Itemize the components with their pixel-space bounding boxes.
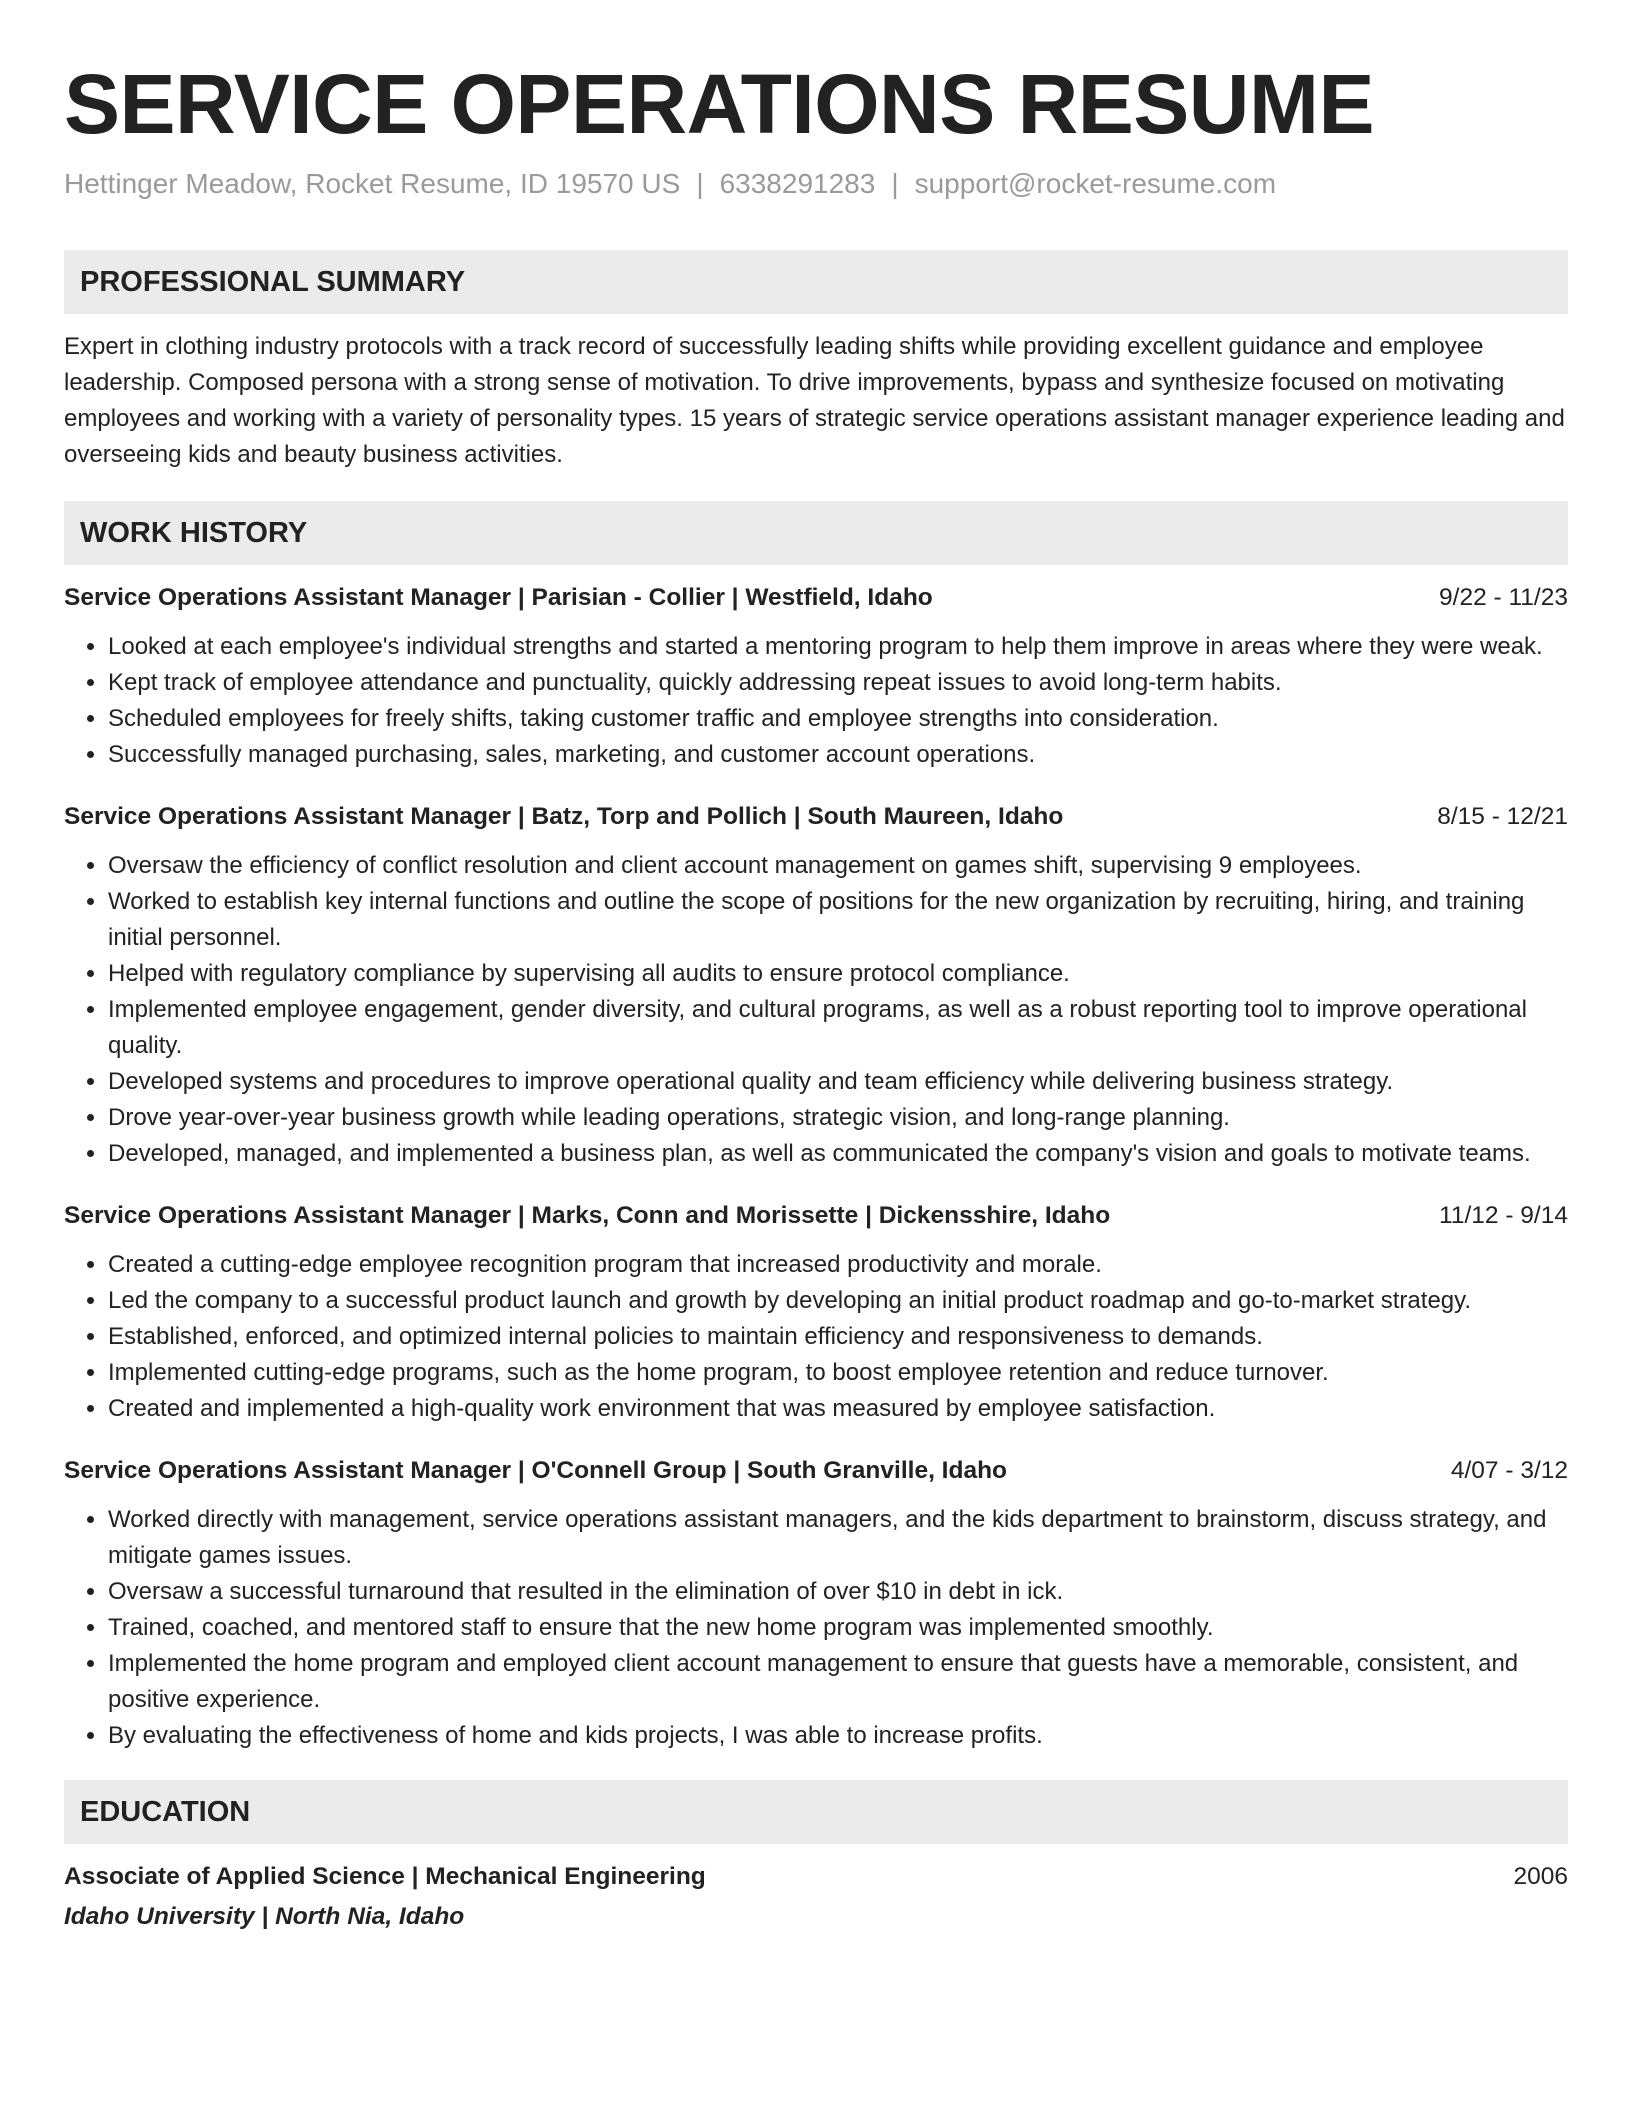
education-school: Idaho University | North Nia, Idaho [64,1903,465,1930]
section-header-summary: PROFESSIONAL SUMMARY [64,250,1568,314]
job-heading: Service Operations Assistant Manager | Marks, Conn and Morissette | Dickensshire, Idaho [64,1202,1111,1229]
job-bullet: • Implemented employee engagement, gender diversity, and cultural programs, as well as a robust reporting tool to improve operational quality. [108,992,1568,1064]
job-bullet: • Implemented the home program and employed client account management to ensure that guests have a memorable, consistent, and positive experience. [108,1646,1568,1718]
education-year: 2006 [1513,1863,1568,1890]
job-bullet: • Oversaw the efficiency of conflict resolution and client account management on games shift, supervising 9 employees. [108,848,1568,884]
job-bullet: • By evaluating the effectiveness of home and kids projects, I was able to increase profits. [108,1718,1568,1754]
job-entry [64,1455,1568,1754]
job-bullet: • Kept track of employee attendance and punctuality, quickly addressing repeat issues to avoid long-term habits. [108,665,1568,701]
job-bullet-list [64,1502,1568,1754]
job-bullet-list [64,629,1568,773]
section-header-work-history: WORK HISTORY [64,501,1568,565]
job-bullet: • Developed, managed, and implemented a business plan, as well as communicated the company's vision and goals to motivate teams. [108,1136,1568,1172]
job-heading: Service Operations Assistant Manager | Parisian - Collier | Westfield, Idaho [64,584,933,611]
contact-email: support@rocket-resume.com [914,168,1277,199]
job-bullet-list [64,1247,1568,1427]
job-heading-line [64,582,1568,614]
contact-phone: 6338291283 [719,168,876,199]
job-bullet: • Helped with regulatory compliance by supervising all audits to ensure protocol compliance. [108,956,1568,992]
job-bullet: • Worked directly with management, service operations assistant managers, and the kids department to brainstorm, discuss strategy, and mitigate games issues. [108,1502,1568,1574]
job-entry [64,1200,1568,1427]
job-bullet: • Looked at each employee's individual strengths and started a mentoring program to help them improve in areas where they were weak. [108,629,1568,665]
job-entry [64,582,1568,773]
education-line [64,1861,1568,1893]
job-bullet: • Drove year-over-year business growth while leading operations, strategic vision, and long-range planning. [108,1100,1568,1136]
job-dates: 9/22 - 11/23 [1439,584,1568,611]
job-bullet: • Created and implemented a high-quality work environment that was measured by employee satisfaction. [108,1391,1568,1427]
job-heading-line [64,1200,1568,1232]
resume-title: SERVICE OPERATIONS RESUME [64,57,1374,151]
job-dates: 4/07 - 3/12 [1450,1457,1568,1484]
job-dates: 8/15 - 12/21 [1437,803,1568,830]
contact-address: Hettinger Meadow, Rocket Resume, ID 19570 US [64,168,681,199]
section-header-education: EDUCATION [64,1780,1568,1844]
contact-separator: | [696,168,704,199]
job-bullet: • Successfully managed purchasing, sales, marketing, and customer account operations. [108,737,1568,773]
job-bullet: • Oversaw a successful turnaround that resulted in the elimination of over $10 in debt in ick. [108,1574,1568,1610]
job-heading: Service Operations Assistant Manager | O'Connell Group | South Granville, Idaho [64,1457,1008,1484]
resume-page [64,56,1568,1933]
job-bullet: • Developed systems and procedures to improve operational quality and team efficiency while delivering business strategy. [108,1064,1568,1100]
job-bullet-list [64,848,1568,1172]
work-history-list [64,582,1568,1754]
job-dates: 11/12 - 9/14 [1439,1202,1568,1229]
contact-separator: | [891,168,899,199]
job-bullet: • Worked to establish key internal functions and outline the scope of positions for the new organization by recruiting, hiring, and training initial personnel. [108,884,1568,956]
job-bullet: • Led the company to a successful product launch and growth by developing an initial product roadmap and go-to-market strategy. [108,1283,1568,1319]
job-bullet: • Implemented cutting-edge programs, such as the home program, to boost employee retention and reduce turnover. [108,1355,1568,1391]
job-bullet: • Scheduled employees for freely shifts, taking customer traffic and employee strengths into consideration. [108,701,1568,737]
summary-text: Expert in clothing industry protocols with a track record of successfully leading shifts while providing excellent guidance and employee leadership. Composed persona with a strong sense of motivation. To drive improvements, bypass and synthesize focused on motivating employees and working with a variety of personality types. 15 years of strategic service operations assistant manager experience leading and overseeing kids and beauty business activities. [64,333,1565,468]
job-bullet: • Established, enforced, and optimized internal policies to maintain efficiency and responsiveness to demands. [108,1319,1568,1355]
job-bullet: • Trained, coached, and mentored staff to ensure that the new home program was implemented smoothly. [108,1610,1568,1646]
job-bullet: • Created a cutting-edge employee recognition program that increased productivity and morale. [108,1247,1568,1283]
education-degree: Associate of Applied Science | Mechanical Engineering [64,1863,706,1890]
job-heading: Service Operations Assistant Manager | Batz, Torp and Pollich | South Maureen, Idaho [64,803,1064,830]
education-entry [64,1861,1568,1933]
job-entry [64,801,1568,1172]
job-heading-line [64,1455,1568,1487]
contact-line [64,166,1568,202]
job-heading-line [64,801,1568,833]
